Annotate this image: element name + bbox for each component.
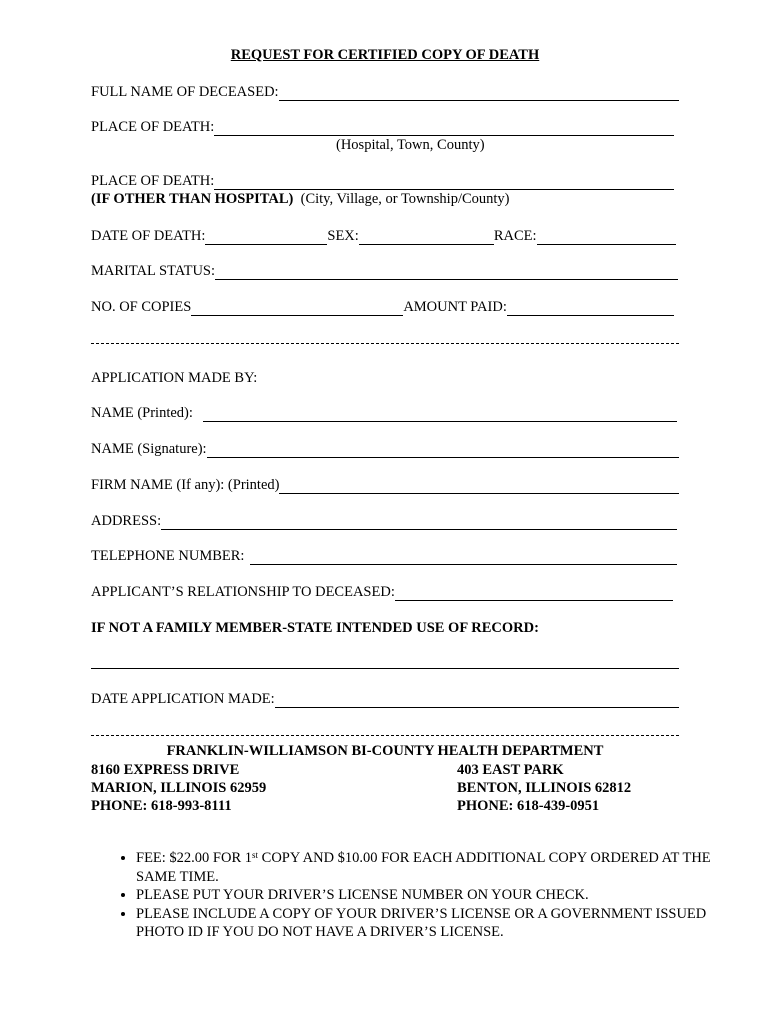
date-made-row [91, 688, 679, 708]
place-of-death-label: PLACE OF DEATH: [91, 119, 215, 135]
fee-note [136, 849, 736, 886]
marital-status-row [91, 260, 678, 280]
name-printed-field[interactable] [203, 406, 677, 422]
name-signature-label: NAME (Signature): [91, 441, 207, 457]
marital-status-field[interactable] [215, 264, 678, 280]
place-of-death-field[interactable] [214, 120, 674, 136]
relationship-row [91, 581, 673, 601]
copies-amount-row [91, 296, 674, 316]
intended-use-label: IF NOT A FAMILY MEMBER-STATE INTENDED USE OF RECORD: [91, 620, 539, 636]
date-of-death-label: DATE OF DEATH: [91, 228, 206, 244]
name-printed-label: NAME (Printed): [91, 405, 193, 421]
place-of-death-other-label: PLACE OF DEATH: [91, 173, 215, 189]
date-of-death-field[interactable] [205, 229, 327, 245]
telephone-label: TELEPHONE NUMBER: [91, 548, 245, 564]
sex-field[interactable] [359, 229, 494, 245]
relationship-label: APPLICANT’S RELATIONSHIP TO DECEASED: [91, 584, 395, 600]
fee-note-text-a: FEE: $22.00 FOR 1 [136, 850, 253, 866]
other-than-hospital-hint: (City, Village, or Township/County) [300, 191, 510, 207]
no-of-copies-label: NO. OF COPIES [91, 299, 192, 315]
divider-1 [91, 343, 679, 344]
telephone-row [91, 545, 677, 565]
address-row [91, 510, 677, 530]
department-name: FRANKLIN-WILLIAMSON BI-COUNTY HEALTH DEPARTMENT [166, 743, 604, 759]
firm-name-field[interactable] [279, 478, 679, 494]
full-name-label: FULL NAME OF DECEASED: [91, 84, 279, 100]
firm-name-row [91, 474, 679, 494]
full-name-field[interactable] [279, 85, 679, 101]
name-printed-row [91, 402, 677, 422]
full-name-row [91, 81, 679, 101]
address-field[interactable] [161, 514, 677, 530]
license-note: • PLEASE PUT YOUR DRIVER’S LICENSE NUMBER ON YOUR CHECK. [136, 886, 736, 905]
relationship-field[interactable] [395, 585, 673, 601]
notes-list [91, 849, 736, 942]
race-label: RACE: [493, 228, 537, 244]
form-title: REQUEST FOR CERTIFIED COPY OF DEATH [230, 47, 540, 63]
other-than-hospital-line [91, 190, 510, 208]
fee-note-sup: st [252, 850, 259, 860]
fee-note-text-b: COPY AND $10.00 FOR EACH ADDITIONAL COPY ORDERED AT THE SAME TIME. [136, 850, 711, 885]
date-made-field[interactable] [275, 692, 679, 708]
date-made-label: DATE APPLICATION MADE: [91, 691, 275, 707]
left-office-street: 8160 EXPRESS DRIVE [91, 762, 240, 778]
no-of-copies-field[interactable] [191, 300, 403, 316]
address-label: ADDRESS: [91, 513, 162, 529]
right-office-phone: PHONE: 618-439-0951 [457, 798, 600, 814]
sex-label: SEX: [327, 228, 359, 244]
telephone-field[interactable] [250, 549, 677, 565]
application-made-by-heading: APPLICATION MADE BY: [91, 370, 258, 386]
left-office-city: MARION, ILLINOIS 62959 [91, 780, 267, 796]
place-of-death-hint: (Hospital, Town, County) [336, 137, 485, 153]
place-of-death-other-row [91, 170, 674, 190]
divider-2 [91, 735, 679, 736]
firm-name-label: FIRM NAME (If any): (Printed) [91, 477, 280, 493]
right-office-city: BENTON, ILLINOIS 62812 [457, 780, 632, 796]
intended-use-field[interactable] [91, 653, 679, 669]
amount-paid-label: AMOUNT PAID: [403, 299, 507, 315]
place-of-death-row [91, 116, 674, 136]
date-sex-race-row [91, 225, 676, 245]
photo-id-note: • PLEASE INCLUDE A COPY OF YOUR DRIVER’S LICENSE OR A GOVERNMENT ISSUED PHOTO ID IF YOU DO NOT HAVE A DRIVER’S LICENSE. [136, 905, 736, 942]
left-office-phone: PHONE: 618-993-8111 [91, 798, 232, 814]
race-field[interactable] [537, 229, 676, 245]
right-office-street: 403 EAST PARK [457, 762, 564, 778]
amount-paid-field[interactable] [507, 300, 674, 316]
marital-status-label: MARITAL STATUS: [91, 263, 216, 279]
other-than-hospital-label: (IF OTHER THAN HOSPITAL) [91, 191, 294, 207]
place-of-death-other-field[interactable] [214, 174, 674, 190]
name-signature-row [91, 438, 679, 458]
name-signature-field[interactable] [207, 442, 679, 458]
